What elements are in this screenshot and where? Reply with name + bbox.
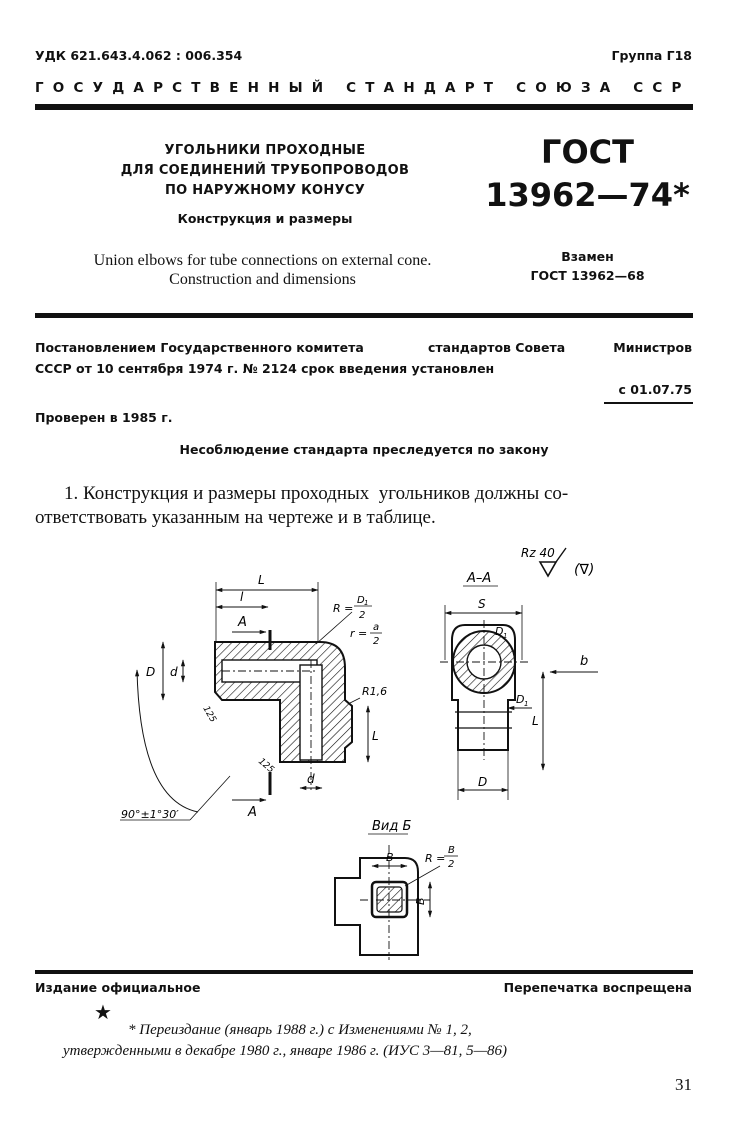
page-number: 31 — [675, 1075, 692, 1094]
dim-B-side: В — [414, 897, 427, 905]
standard-banner: ГОСУДАРСТВЕННЫЙ СТАНДАРТ СОЮЗА ССР — [35, 80, 691, 96]
gost-label: ГОСТ — [541, 133, 634, 171]
dim-L-vertical: L — [372, 729, 379, 743]
gost-number: 13962—74* — [485, 176, 690, 214]
dim-S: S — [478, 597, 486, 611]
dim-D-side: D — [146, 665, 156, 679]
decree-part-3: Министров — [613, 340, 692, 355]
title-line-2: ДЛЯ СОЕДИНЕНИЙ ТРУБОПРОВОДОВ — [120, 163, 410, 178]
dim-R-B-numerator: В — [448, 845, 455, 856]
dim-R-denominator: 2 — [359, 610, 366, 621]
dim-B-top: В — [386, 851, 394, 864]
group-code: Группа Г18 — [611, 48, 692, 63]
header-rule — [35, 104, 693, 110]
dim-R-sub: 1 — [364, 599, 369, 607]
dim-R-D: D — [357, 595, 365, 606]
section-mark-bottom: А — [248, 805, 257, 820]
gost-designation — [480, 132, 695, 215]
dim-r-label: r = — [350, 627, 368, 640]
reprint-prohibited: Перепечатка воспрещена — [503, 980, 692, 995]
view-b-label: Вид Б — [372, 819, 412, 834]
dim-D1-top-sub: 1 — [503, 632, 508, 640]
dim-D-section: D — [478, 775, 488, 789]
dim-d-side: d — [170, 665, 178, 679]
roughness-125-bottom: 125 — [256, 756, 276, 776]
udk-code: УДК 621.643.4.062 : 006.354 — [35, 48, 243, 63]
decree-line-2: СССР от 10 сентября 1974 г. № 2124 срок введения установлен — [35, 361, 495, 376]
roughness-symbol — [540, 562, 556, 576]
footer-rule — [35, 970, 693, 974]
english-line-2: Construction and dimensions — [169, 271, 356, 288]
dim-L-top: L — [258, 573, 265, 587]
paragraph-line-2: ответствовать указанным на чертеже и в таблице. — [35, 507, 436, 528]
dim-D1-top: D — [495, 625, 504, 638]
star-icon: ★ — [94, 1000, 112, 1024]
view-arrow-b: b — [580, 654, 589, 669]
checked-year: Проверен в 1985 г. — [35, 410, 173, 425]
decree-part-1: Постановлением Государственного комитета — [35, 340, 364, 355]
technical-drawing — [0, 530, 746, 970]
reprint-note-line-1: * Переиздание (январь 1988 г.) с Изменениями № 1, 2, — [128, 1022, 472, 1038]
dim-R-label: R = — [333, 602, 354, 615]
paragraph-line-1: 1. Конструкция и размеры проходных угольников должны со- — [64, 483, 569, 504]
dim-r-denominator: 2 — [373, 636, 380, 647]
dim-r-a: a — [373, 622, 380, 633]
roughness-value: Rz 40 — [521, 546, 555, 560]
english-title — [40, 251, 485, 289]
roughness-paren: (∇) — [574, 562, 595, 578]
replaces-value: ГОСТ 13962—68 — [530, 268, 645, 283]
section-label: А–А — [467, 571, 492, 586]
subtitle: Конструкция и размеры — [177, 211, 353, 226]
section-mark-top: А — [238, 615, 247, 630]
dim-R-B-denominator: 2 — [448, 859, 455, 870]
title-line-3: ПО НАРУЖНОМУ КОНУСУ — [164, 183, 366, 198]
official-edition: Издание официальное — [35, 980, 201, 995]
dim-d-bottom: d — [307, 772, 315, 786]
title-line-1: УГОЛЬНИКИ ПРОХОДНЫЕ — [164, 143, 366, 158]
date-underline — [604, 402, 693, 404]
title-rule — [35, 313, 693, 318]
replaces-block — [480, 247, 695, 285]
dim-R-B-label: R = — [425, 852, 446, 865]
dim-l: l — [240, 590, 244, 604]
effective-date: с 01.07.75 — [618, 382, 692, 397]
angle-tolerance: 90°±1°30′ — [121, 808, 179, 821]
english-line-1: Union elbows for tube connections on external cone. — [93, 252, 432, 269]
dim-D1-side: D — [516, 693, 525, 706]
dim-R16: R1,6 — [362, 685, 388, 698]
law-notice: Несоблюдение стандарта преследуется по закону — [179, 442, 549, 457]
roughness-125-left: 125 — [200, 704, 218, 725]
title-block — [100, 141, 430, 229]
dim-L-section: L — [532, 714, 539, 728]
dim-D1-side-sub: 1 — [524, 700, 529, 708]
replaces-label: Взамен — [561, 249, 614, 264]
reprint-note-line-2: утвержденными в декабре 1980 г., январе 1986 г. (ИУС 3—81, 5—86) — [63, 1043, 507, 1059]
section-a-a-view — [440, 620, 528, 760]
decree-part-2: стандартов Совета — [428, 340, 566, 355]
elbow-side-view — [215, 630, 352, 795]
